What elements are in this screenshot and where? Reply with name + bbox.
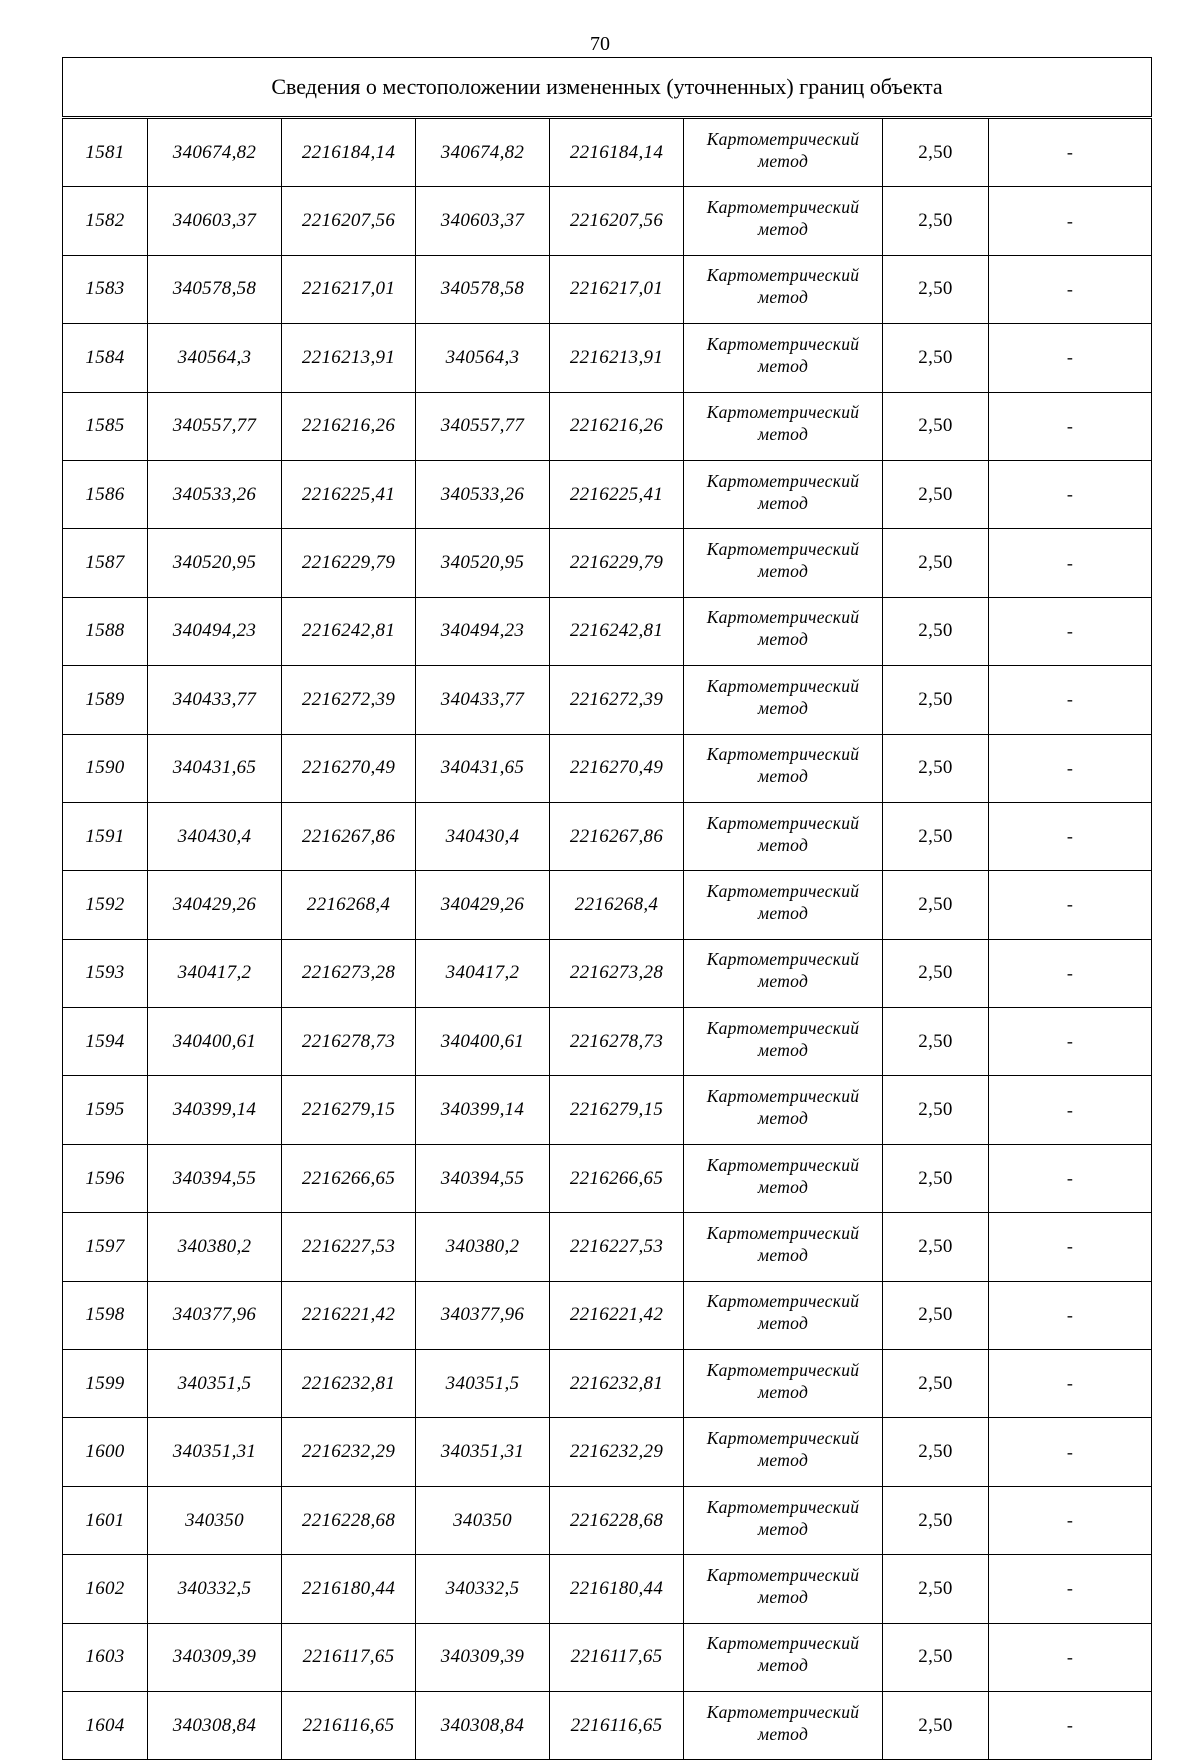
refined-y-coordinate: 2216227,53	[550, 1213, 684, 1281]
existing-y-coordinate: 2216180,44	[282, 1555, 416, 1623]
refined-x-coordinate: 340380,2	[416, 1213, 550, 1281]
existing-y-coordinate: 2216225,41	[282, 460, 416, 528]
determination-method	[684, 255, 883, 323]
method-line-1: Картометрический	[706, 1154, 860, 1175]
existing-y-coordinate: 2216217,01	[282, 255, 416, 323]
method-line-2: метод	[757, 287, 809, 308]
existing-x-coordinate: 340433,77	[148, 666, 282, 734]
point-number: 1588	[63, 597, 148, 665]
point-number: 1585	[63, 392, 148, 460]
refined-x-coordinate: 340417,2	[416, 939, 550, 1007]
note-value: -	[989, 871, 1152, 939]
method-line-2: метод	[757, 1313, 809, 1334]
existing-x-coordinate: 340431,65	[148, 734, 282, 802]
accuracy-value: 2,50	[883, 1076, 989, 1144]
accuracy-value: 2,50	[883, 871, 989, 939]
method-line-2: метод	[757, 1450, 809, 1471]
existing-y-coordinate: 2216267,86	[282, 802, 416, 870]
point-number: 1596	[63, 1144, 148, 1212]
note-value: -	[989, 734, 1152, 802]
note-value: -	[989, 1008, 1152, 1076]
refined-y-coordinate: 2216232,81	[550, 1350, 684, 1418]
method-line-1: Картометрический	[706, 812, 860, 833]
method-line-2: метод	[757, 1176, 809, 1197]
note-value: -	[989, 939, 1152, 1007]
note-value: -	[989, 1623, 1152, 1691]
refined-x-coordinate: 340351,31	[416, 1418, 550, 1486]
point-number: 1600	[63, 1418, 148, 1486]
existing-x-coordinate: 340564,3	[148, 324, 282, 392]
existing-x-coordinate: 340399,14	[148, 1076, 282, 1144]
refined-y-coordinate: 2216228,68	[550, 1486, 684, 1554]
existing-x-coordinate: 340394,55	[148, 1144, 282, 1212]
existing-x-coordinate: 340494,23	[148, 597, 282, 665]
refined-x-coordinate: 340399,14	[416, 1076, 550, 1144]
determination-method	[684, 460, 883, 528]
table-row	[63, 529, 1152, 597]
note-value: -	[989, 255, 1152, 323]
refined-x-coordinate: 340578,58	[416, 255, 550, 323]
determination-method	[684, 187, 883, 255]
point-number: 1594	[63, 1008, 148, 1076]
method-line-1: Картометрический	[706, 744, 860, 765]
refined-x-coordinate: 340429,26	[416, 871, 550, 939]
table-row	[63, 187, 1152, 255]
refined-x-coordinate: 340351,5	[416, 1350, 550, 1418]
existing-x-coordinate: 340533,26	[148, 460, 282, 528]
existing-y-coordinate: 2216228,68	[282, 1486, 416, 1554]
method-line-1: Картометрический	[706, 333, 860, 354]
boundary-coordinates-table	[62, 57, 1152, 1760]
determination-method	[684, 939, 883, 1007]
table-body	[63, 118, 1152, 1760]
point-number: 1592	[63, 871, 148, 939]
method-line-2: метод	[757, 424, 809, 445]
refined-x-coordinate: 340430,4	[416, 802, 550, 870]
point-number: 1601	[63, 1486, 148, 1554]
accuracy-value: 2,50	[883, 187, 989, 255]
method-line-2: метод	[757, 697, 809, 718]
refined-y-coordinate: 2216213,91	[550, 324, 684, 392]
refined-x-coordinate: 340674,82	[416, 118, 550, 187]
accuracy-value: 2,50	[883, 1418, 989, 1486]
refined-y-coordinate: 2216229,79	[550, 529, 684, 597]
existing-x-coordinate: 340520,95	[148, 529, 282, 597]
accuracy-value: 2,50	[883, 1691, 989, 1759]
table-title: Сведения о местоположении измененных (уточненных) границ объекта	[63, 58, 1152, 118]
note-value: -	[989, 1418, 1152, 1486]
table-row	[63, 1486, 1152, 1554]
accuracy-value: 2,50	[883, 1281, 989, 1349]
accuracy-value: 2,50	[883, 1555, 989, 1623]
refined-y-coordinate: 2216278,73	[550, 1008, 684, 1076]
existing-y-coordinate: 2216221,42	[282, 1281, 416, 1349]
note-value: -	[989, 1691, 1152, 1759]
existing-y-coordinate: 2216273,28	[282, 939, 416, 1007]
existing-y-coordinate: 2216232,81	[282, 1350, 416, 1418]
refined-y-coordinate: 2216221,42	[550, 1281, 684, 1349]
note-value: -	[989, 1213, 1152, 1281]
refined-x-coordinate: 340557,77	[416, 392, 550, 460]
determination-method	[684, 529, 883, 597]
refined-y-coordinate: 2216267,86	[550, 802, 684, 870]
method-line-1: Картометрический	[706, 128, 860, 149]
method-line-1: Картометрический	[706, 675, 860, 696]
method-line-1: Картометрический	[706, 402, 860, 423]
determination-method	[684, 1213, 883, 1281]
method-line-2: метод	[757, 150, 809, 171]
accuracy-value: 2,50	[883, 1486, 989, 1554]
table-row	[63, 118, 1152, 187]
note-value: -	[989, 1350, 1152, 1418]
method-line-1: Картометрический	[706, 1428, 860, 1449]
note-value: -	[989, 529, 1152, 597]
existing-y-coordinate: 2216207,56	[282, 187, 416, 255]
point-number: 1583	[63, 255, 148, 323]
note-value: -	[989, 324, 1152, 392]
determination-method	[684, 802, 883, 870]
point-number: 1603	[63, 1623, 148, 1691]
method-line-1: Картометрический	[706, 1701, 860, 1722]
table-row	[63, 871, 1152, 939]
accuracy-value: 2,50	[883, 1008, 989, 1076]
method-line-2: метод	[757, 355, 809, 376]
accuracy-value: 2,50	[883, 392, 989, 460]
table-row	[63, 939, 1152, 1007]
determination-method	[684, 1486, 883, 1554]
existing-y-coordinate: 2216232,29	[282, 1418, 416, 1486]
note-value: -	[989, 1076, 1152, 1144]
accuracy-value: 2,50	[883, 939, 989, 1007]
existing-y-coordinate: 2216278,73	[282, 1008, 416, 1076]
accuracy-value: 2,50	[883, 1350, 989, 1418]
refined-y-coordinate: 2216216,26	[550, 392, 684, 460]
existing-x-coordinate: 340429,26	[148, 871, 282, 939]
refined-y-coordinate: 2216273,28	[550, 939, 684, 1007]
existing-y-coordinate: 2216117,65	[282, 1623, 416, 1691]
refined-y-coordinate: 2216270,49	[550, 734, 684, 802]
point-number: 1598	[63, 1281, 148, 1349]
method-line-1: Картометрический	[706, 470, 860, 491]
refined-y-coordinate: 2216268,4	[550, 871, 684, 939]
existing-x-coordinate: 340430,4	[148, 802, 282, 870]
method-line-1: Картометрический	[706, 1086, 860, 1107]
method-line-2: метод	[757, 1244, 809, 1265]
point-number: 1584	[63, 324, 148, 392]
point-number: 1590	[63, 734, 148, 802]
existing-x-coordinate: 340603,37	[148, 187, 282, 255]
note-value: -	[989, 802, 1152, 870]
refined-y-coordinate: 2216225,41	[550, 460, 684, 528]
existing-x-coordinate: 340309,39	[148, 1623, 282, 1691]
table-row	[63, 734, 1152, 802]
refined-x-coordinate: 340431,65	[416, 734, 550, 802]
refined-x-coordinate: 340494,23	[416, 597, 550, 665]
determination-method	[684, 1555, 883, 1623]
point-number: 1582	[63, 187, 148, 255]
method-line-2: метод	[757, 766, 809, 787]
accuracy-value: 2,50	[883, 666, 989, 734]
point-number: 1591	[63, 802, 148, 870]
method-line-2: метод	[757, 629, 809, 650]
method-line-2: метод	[757, 971, 809, 992]
existing-y-coordinate: 2216266,65	[282, 1144, 416, 1212]
determination-method	[684, 1623, 883, 1691]
note-value: -	[989, 666, 1152, 734]
method-line-2: метод	[757, 1108, 809, 1129]
table-row	[63, 1418, 1152, 1486]
accuracy-value: 2,50	[883, 529, 989, 597]
existing-x-coordinate: 340417,2	[148, 939, 282, 1007]
table-row	[63, 1691, 1152, 1759]
point-number: 1587	[63, 529, 148, 597]
refined-y-coordinate: 2216272,39	[550, 666, 684, 734]
table-row	[63, 255, 1152, 323]
determination-method	[684, 392, 883, 460]
existing-x-coordinate: 340332,5	[148, 1555, 282, 1623]
table-row	[63, 1076, 1152, 1144]
method-line-1: Картометрический	[706, 197, 860, 218]
method-line-1: Картометрический	[706, 607, 860, 628]
table-row	[63, 802, 1152, 870]
existing-y-coordinate: 2216216,26	[282, 392, 416, 460]
determination-method	[684, 1008, 883, 1076]
table-row	[63, 460, 1152, 528]
existing-x-coordinate: 340578,58	[148, 255, 282, 323]
existing-x-coordinate: 340557,77	[148, 392, 282, 460]
table-row	[63, 1281, 1152, 1349]
note-value: -	[989, 1555, 1152, 1623]
point-number: 1602	[63, 1555, 148, 1623]
refined-x-coordinate: 340564,3	[416, 324, 550, 392]
accuracy-value: 2,50	[883, 802, 989, 870]
method-line-2: метод	[757, 561, 809, 582]
note-value: -	[989, 1281, 1152, 1349]
accuracy-value: 2,50	[883, 1144, 989, 1212]
accuracy-value: 2,50	[883, 597, 989, 665]
point-number: 1599	[63, 1350, 148, 1418]
point-number: 1593	[63, 939, 148, 1007]
table-title-row	[63, 58, 1152, 118]
table-row	[63, 392, 1152, 460]
refined-y-coordinate: 2216232,29	[550, 1418, 684, 1486]
refined-x-coordinate: 340308,84	[416, 1691, 550, 1759]
method-line-2: метод	[757, 834, 809, 855]
method-line-1: Картометрический	[706, 1017, 860, 1038]
refined-y-coordinate: 2216207,56	[550, 187, 684, 255]
method-line-2: метод	[757, 1518, 809, 1539]
point-number: 1589	[63, 666, 148, 734]
accuracy-value: 2,50	[883, 255, 989, 323]
point-number: 1586	[63, 460, 148, 528]
existing-y-coordinate: 2216227,53	[282, 1213, 416, 1281]
refined-x-coordinate: 340350	[416, 1486, 550, 1554]
existing-x-coordinate: 340674,82	[148, 118, 282, 187]
determination-method	[684, 1691, 883, 1759]
accuracy-value: 2,50	[883, 460, 989, 528]
point-number: 1581	[63, 118, 148, 187]
table-row	[63, 1144, 1152, 1212]
determination-method	[684, 734, 883, 802]
table-row	[63, 597, 1152, 665]
method-line-1: Картометрический	[706, 1359, 860, 1380]
method-line-1: Картометрический	[706, 265, 860, 286]
table-row	[63, 324, 1152, 392]
refined-y-coordinate: 2216217,01	[550, 255, 684, 323]
refined-x-coordinate: 340309,39	[416, 1623, 550, 1691]
method-line-2: метод	[757, 1586, 809, 1607]
determination-method	[684, 324, 883, 392]
existing-y-coordinate: 2216229,79	[282, 529, 416, 597]
note-value: -	[989, 597, 1152, 665]
method-line-1: Картометрический	[706, 949, 860, 970]
refined-x-coordinate: 340533,26	[416, 460, 550, 528]
existing-y-coordinate: 2216272,39	[282, 666, 416, 734]
note-value: -	[989, 118, 1152, 187]
method-line-2: метод	[757, 1723, 809, 1744]
refined-y-coordinate: 2216117,65	[550, 1623, 684, 1691]
refined-x-coordinate: 340433,77	[416, 666, 550, 734]
refined-x-coordinate: 340394,55	[416, 1144, 550, 1212]
method-line-1: Картометрический	[706, 880, 860, 901]
table-row	[63, 1555, 1152, 1623]
determination-method	[684, 1076, 883, 1144]
refined-y-coordinate: 2216116,65	[550, 1691, 684, 1759]
note-value: -	[989, 1486, 1152, 1554]
refined-x-coordinate: 340377,96	[416, 1281, 550, 1349]
point-number: 1597	[63, 1213, 148, 1281]
note-value: -	[989, 460, 1152, 528]
method-line-2: метод	[757, 902, 809, 923]
refined-x-coordinate: 340332,5	[416, 1555, 550, 1623]
method-line-1: Картометрический	[706, 1564, 860, 1585]
existing-y-coordinate: 2216270,49	[282, 734, 416, 802]
table-row	[63, 1008, 1152, 1076]
method-line-1: Картометрический	[706, 539, 860, 560]
method-line-1: Картометрический	[706, 1291, 860, 1312]
refined-y-coordinate: 2216279,15	[550, 1076, 684, 1144]
method-line-2: метод	[757, 219, 809, 240]
accuracy-value: 2,50	[883, 1213, 989, 1281]
table-row	[63, 1350, 1152, 1418]
method-line-2: метод	[757, 1381, 809, 1402]
refined-y-coordinate: 2216242,81	[550, 597, 684, 665]
existing-y-coordinate: 2216268,4	[282, 871, 416, 939]
existing-x-coordinate: 340351,31	[148, 1418, 282, 1486]
existing-y-coordinate: 2216279,15	[282, 1076, 416, 1144]
point-number: 1595	[63, 1076, 148, 1144]
note-value: -	[989, 392, 1152, 460]
accuracy-value: 2,50	[883, 118, 989, 187]
point-number: 1604	[63, 1691, 148, 1759]
existing-x-coordinate: 340380,2	[148, 1213, 282, 1281]
accuracy-value: 2,50	[883, 734, 989, 802]
determination-method	[684, 1418, 883, 1486]
determination-method	[684, 118, 883, 187]
method-line-1: Картометрический	[706, 1496, 860, 1517]
table-row	[63, 1213, 1152, 1281]
method-line-2: метод	[757, 1039, 809, 1060]
method-line-2: метод	[757, 492, 809, 513]
refined-x-coordinate: 340603,37	[416, 187, 550, 255]
page-number: 70	[590, 33, 610, 55]
accuracy-value: 2,50	[883, 1623, 989, 1691]
refined-y-coordinate: 2216180,44	[550, 1555, 684, 1623]
determination-method	[684, 666, 883, 734]
note-value: -	[989, 1144, 1152, 1212]
existing-y-coordinate: 2216242,81	[282, 597, 416, 665]
method-line-1: Картометрический	[706, 1633, 860, 1654]
refined-y-coordinate: 2216184,14	[550, 118, 684, 187]
existing-x-coordinate: 340377,96	[148, 1281, 282, 1349]
note-value: -	[989, 187, 1152, 255]
refined-y-coordinate: 2216266,65	[550, 1144, 684, 1212]
determination-method	[684, 1350, 883, 1418]
determination-method	[684, 1281, 883, 1349]
existing-x-coordinate: 340308,84	[148, 1691, 282, 1759]
refined-x-coordinate: 340400,61	[416, 1008, 550, 1076]
determination-method	[684, 597, 883, 665]
table-row	[63, 666, 1152, 734]
method-line-1: Картометрический	[706, 1222, 860, 1243]
accuracy-value: 2,50	[883, 324, 989, 392]
refined-x-coordinate: 340520,95	[416, 529, 550, 597]
existing-y-coordinate: 2216213,91	[282, 324, 416, 392]
existing-x-coordinate: 340351,5	[148, 1350, 282, 1418]
determination-method	[684, 871, 883, 939]
table-row	[63, 1623, 1152, 1691]
existing-y-coordinate: 2216184,14	[282, 118, 416, 187]
method-line-2: метод	[757, 1655, 809, 1676]
existing-x-coordinate: 340400,61	[148, 1008, 282, 1076]
determination-method	[684, 1144, 883, 1212]
existing-x-coordinate: 340350	[148, 1486, 282, 1554]
existing-y-coordinate: 2216116,65	[282, 1691, 416, 1759]
